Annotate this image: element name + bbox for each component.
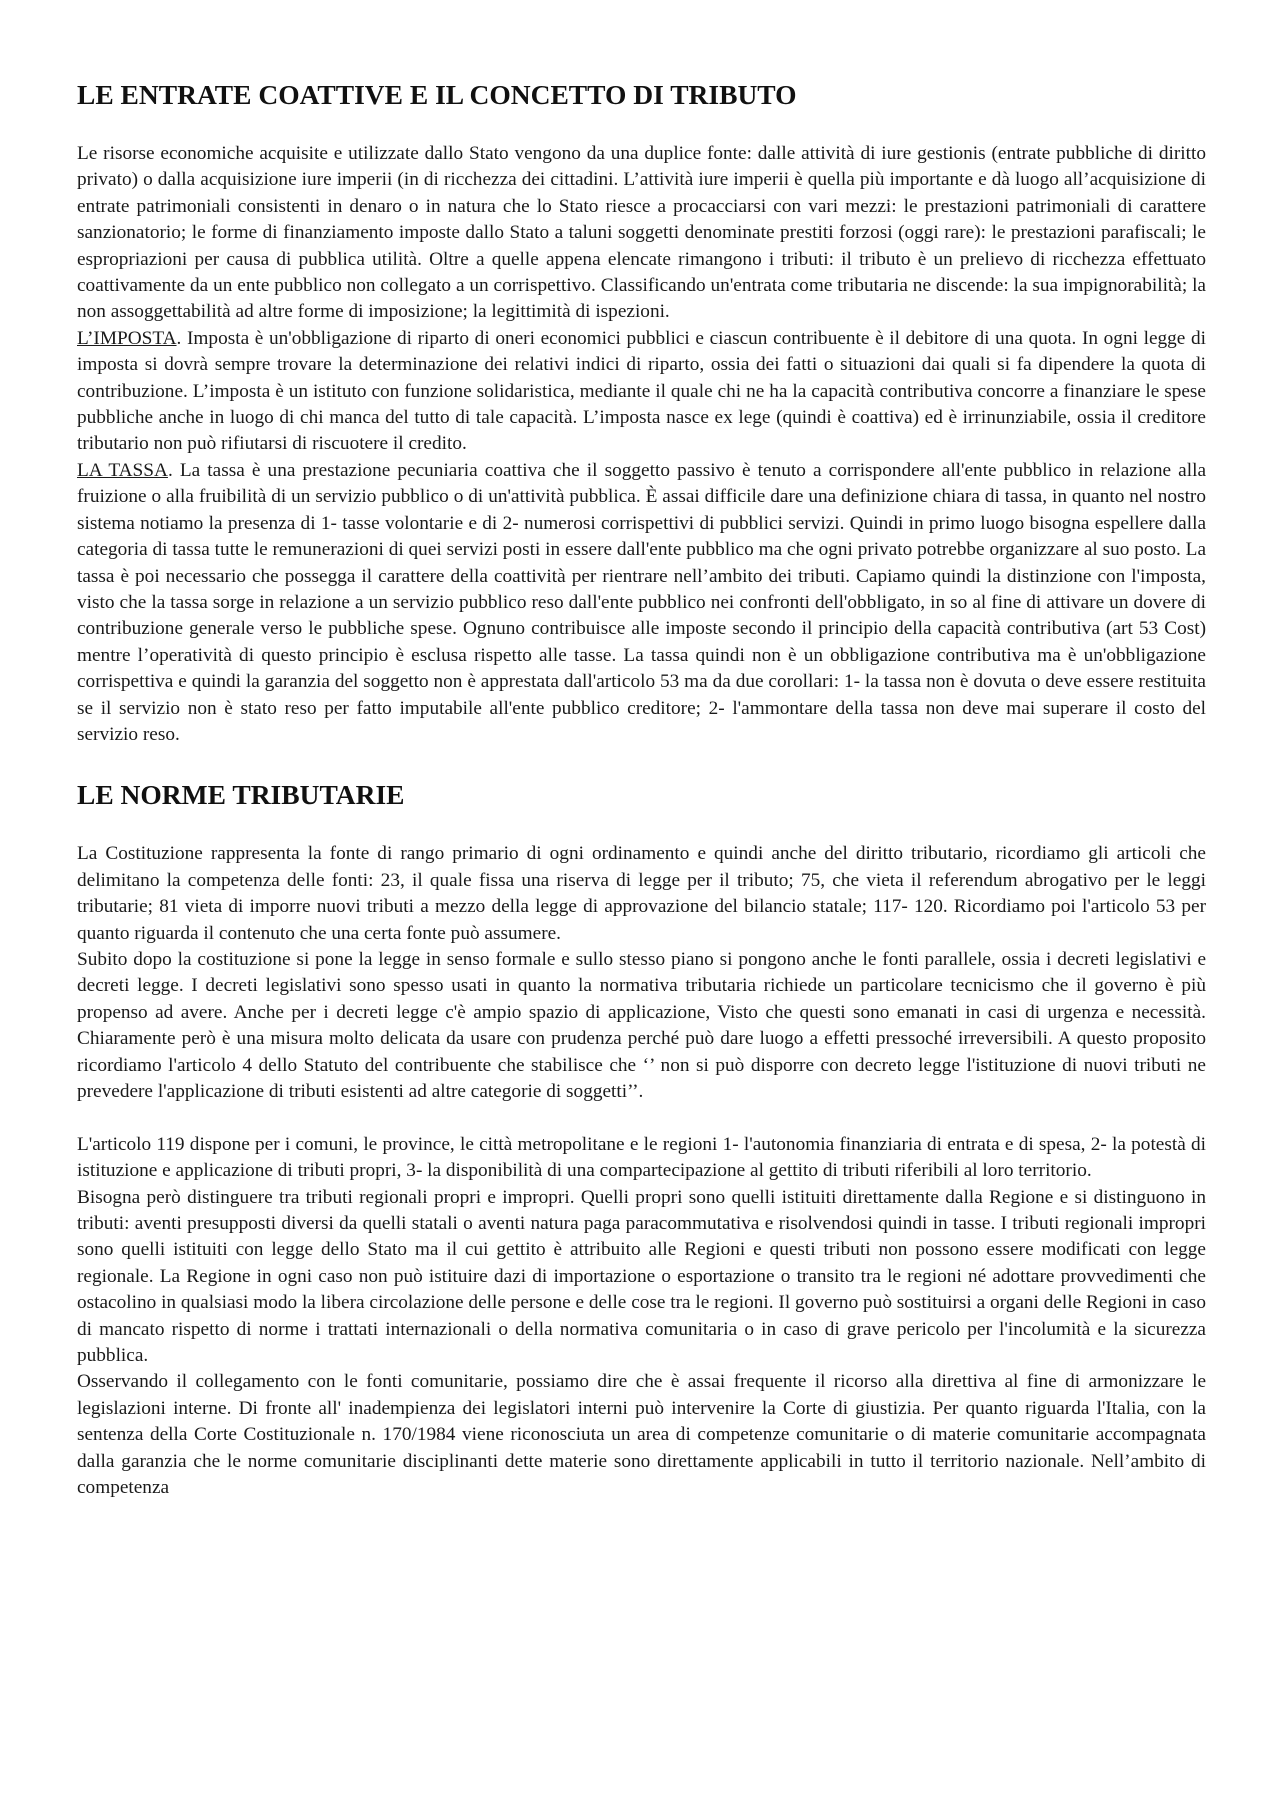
- paragraph-tributi-regionali: Bisogna però distinguere tra tributi regionali propri e impropri. Quelli propri sono quelli istituiti direttamente dalla Regione e si distinguono in tributi: aventi presupposti diversi da quelli statali o aventi natura paga paracommutativa e risolvendosi quindi in tasse. I tributi regionali impropri sono quelli istituiti con legge dello Stato ma il cui gettito è attribuito alle Regioni e questi tributi non possono essere modificati con legge regionale. La Regione in ogni caso non può istituire dazi di importazione o esportazione o transito tra le regioni né adottare provvedimenti che ostacolino in qualsiasi modo la libera circolazione delle persone e delle cose tra le regioni. Il governo può sostituirsi a organi delle Regioni in caso di mancato rispetto di norme i trattati internazionali o della normativa comunitaria o in caso di grave pericolo per l'incolumità e la sicurezza pubblica.: [77, 1186, 1206, 1367]
- term-tassa: LA TASSA: [77, 459, 168, 481]
- paragraph-costituzione: La Costituzione rappresenta la fonte di rango primario di ogni ordinamento e quindi anche del diritto tributario, ricordiamo gli articoli che delimitano la competenza delle fonti: 23, il quale fissa una riserva di legge per il tributo; 75, che vieta il referendum abrogativo per le leggi tributarie; 81 vieta di imporre nuovi tributi a mezzo della legge di approvazione del bilancio statale; 117- 120. Ricordiamo poi l'articolo 53 per quanto riguarda il contenuto che una certa fonte può assumere.: [77, 843, 1206, 944]
- heading-norme-tributarie: LE NORME TRIBUTARIE: [77, 779, 405, 811]
- section-norme-body: [77, 841, 1206, 1501]
- paragraph-fonti-comunitarie: Osservando il collegamento con le fonti comunitarie, possiamo dire che è assai frequente il ricorso alla direttiva al fine di armonizzare le legislazioni interne. Di fronte all' inadempienza dei legislatori interni può intervenire la Corte di giustizia. Per quanto riguarda l'Italia, con la sentenza della Corte Costituzionale n. 170/1984 viene riconosciuta un area di competenze comunitarie o di materie comunitarie accompagnata dalla garanzia che le norme comunitarie disciplinanti dette materie sono direttamente applicabili in tutto il territorio nazionale. Nell’ambito di competenza: [77, 1371, 1206, 1499]
- paragraph-tassa-text: . La tassa è una prestazione pecuniaria coattiva che il soggetto passivo è tenuto a corrispondere all'ente pubblico in relazione alla fruizione o alla fruibilità di un servizio pubblico o di un'attività pubblica. È assai difficile dare una definizione chiara di tassa, in quanto nel nostro sistema notiamo la presenza di 1- tasse volontarie e di 2- numerosi corrispettivi di pubblici servizi. Quindi in primo luogo bisogna espellere dalla categoria di tassa tutte le remunerazioni di quei servizi posti in essere dall'ente pubblico ma che ogni privato potrebbe organizzare al suo posto. La tassa è poi necessario che possegga il carattere della coattività per rientrare nell’ambito dei tributi. Capiamo quindi la distinzione con l'imposta, visto che la tassa sorge in relazione a un servizio pubblico reso dall'ente pubblico nei confronti dell'obbligato, in so al fine di attivare un dovere di contribuzione generale verso le pubbliche spese. Ognuno contribuisce alle imposte secondo il principio della capacità contributiva (art 53 Cost) mentre l’operatività di questo principio è esclusa rispetto alle tasse. La tassa quindi non è un obbligazione contributiva ma è un'obbligazione corrispettiva e quindi la garanzia del soggetto non è apprestata dall'articolo 53 ma da due corollari: 1- la tassa non è dovuta o deve essere restituita se il servizio non è stato reso per fatto imputabile all'ente pubblico creditore; 2- l'ammontare della tassa non deve mai superare il costo del servizio reso.: [77, 459, 1206, 745]
- paragraph-imposta-text: . Imposta è un'obbligazione di riparto di oneri economici pubblici e ciascun contribuente è il debitore di una quota. In ogni legge di imposta si dovrà sempre trovare la determinazione dei relativi indici di riparto, ossia dei fatti o situazioni dai quali si fa dipendere la quota di contribuzione. L’imposta è un istituto con funzione solidaristica, mediante il quale chi ne ha la capacità contributiva concorre a finanziare le spese pubbliche anche in luogo di chi manca del tutto di tale capacità. L’imposta nasce ex lege (quindi è coattiva) ed è irrinunziabile, ossia il creditore tributario non può rifiutarsi di riscuotere il credito.: [77, 327, 1206, 455]
- section-entrate-body: [77, 141, 1206, 748]
- term-imposta: L’IMPOSTA: [77, 327, 177, 349]
- document-page: [77, 70, 1206, 1501]
- paragraph-gap: [77, 1105, 1206, 1131]
- paragraph-imposta: [77, 326, 1206, 458]
- paragraph-risorse: Le risorse economiche acquisite e utilizzate dallo Stato vengono da una duplice fonte: dalle attività di iure gestionis (entrate pubbliche di diritto privato) o dalla acquisizione iure imperii (in di ricchezza dei cittadini. L’attività iure imperii è quella più importante e dà luogo all’acquisizione di entrate patrimoniali consistenti in denaro o in natura che lo Stato riesce a procacciarsi con vari mezzi: le prestazioni patrimoniali di carattere sanzionatorio; le forme di finanziamento imposte dallo Stato a taluni soggetti denominate prestiti forzosi (oggi rare): le prestazioni parafiscali; le espropriazioni per causa di pubblica utilità. Oltre a quelle appena elencate rimangono i tributi: il tributo è un prelievo di ricchezza effettuato coattivamente da un ente pubblico non collegato a un corrispettivo. Classificando un'entrata come tributaria ne discende: la sua impignorabilità; la non assoggettabilità ad altre forme di imposizione; la legittimità di ispezioni.: [77, 143, 1206, 323]
- paragraph-legge-formale: Subito dopo la costituzione si pone la legge in senso formale e sullo stesso piano si pongono anche le fonti parallele, ossia i decreti legislativi e decreti legge. I decreti legislativi sono spesso usati in quanto la normativa tributaria richiede un particolare tecnicismo che il governo è più propenso ad avere. Anche per i decreti legge c'è ampio spazio di applicazione, Visto che questi sono emanati in casi di urgenza e necessità. Chiaramente però è una misura molto delicata da usare con prudenza perché può dare luogo a effetti pressoché irreversibili. A questo proposito ricordiamo l'articolo 4 dello Statuto del contribuente che stabilisce che ‘’ non si può disporre con decreto legge l'istituzione di nuovi tributi ne prevedere l'applicazione di tributi esistenti ad altre categorie di soggetti’’.: [77, 948, 1206, 1102]
- paragraph-articolo-119: L'articolo 119 dispone per i comuni, le province, le città metropolitane e le regioni 1- l'autonomia finanziaria di entrata e di spesa, 2- la potestà di istituzione e applicazione di tributi propri, 3- la disponibilità di una compartecipazione al gettito di tributi riferibili al loro territorio.: [77, 1133, 1206, 1182]
- heading-entrate-coattive: LE ENTRATE COATTIVE E IL CONCETTO DI TRIBUTO: [77, 79, 797, 110]
- paragraph-tassa: [77, 458, 1206, 748]
